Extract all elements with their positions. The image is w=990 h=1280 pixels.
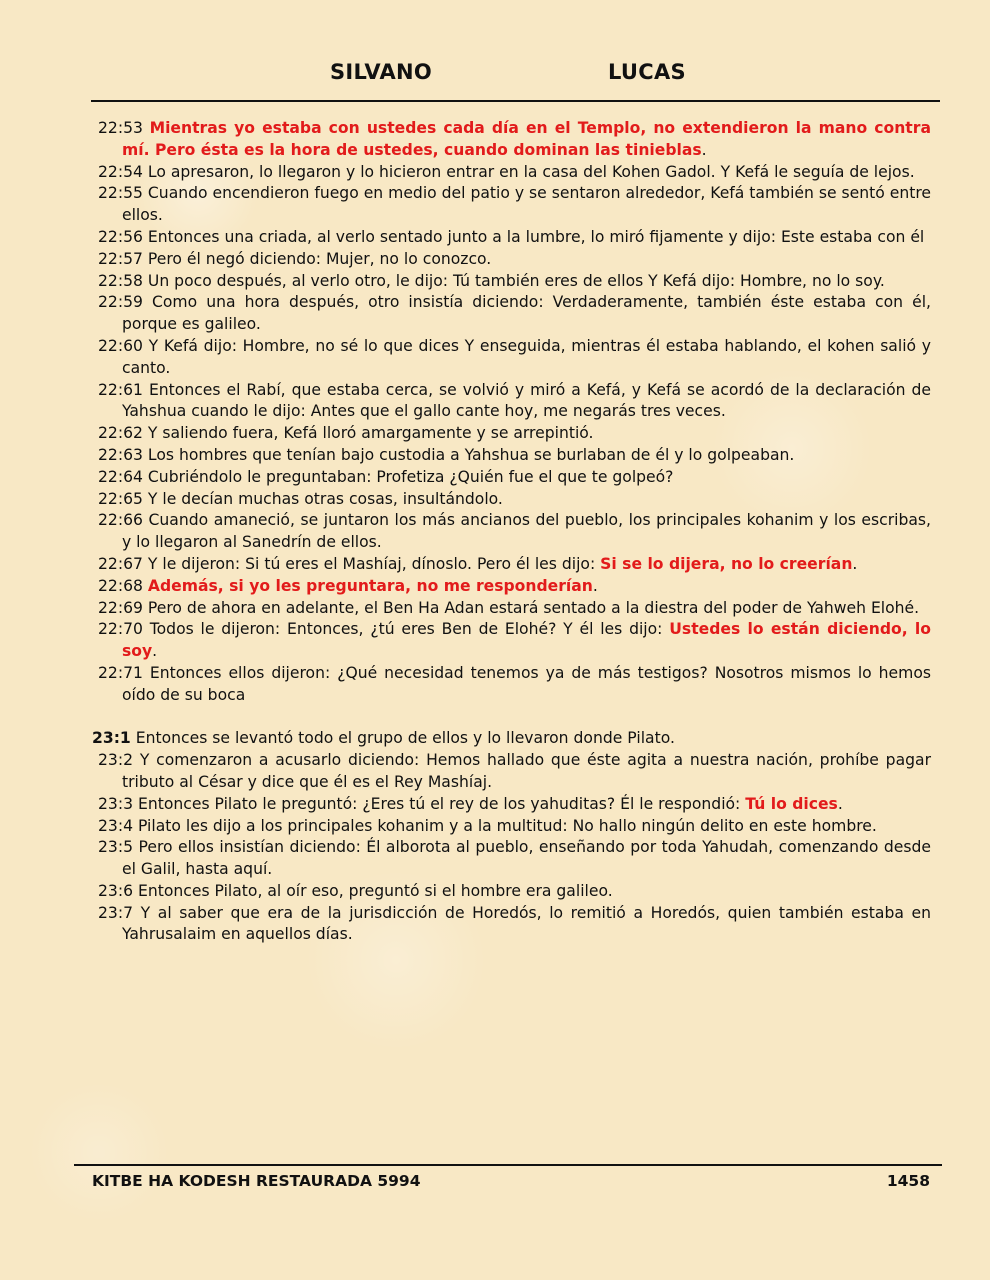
- verse-text: Entonces Pilato, al oír eso, preguntó si el hombre era galileo.: [138, 881, 613, 900]
- verse-ref: 22:54: [98, 162, 143, 181]
- verse-ref: 22:65: [98, 489, 143, 508]
- verse: [98, 467, 931, 489]
- verse: [98, 598, 931, 620]
- verse-text: Lo apresaron, lo llegaron y lo hicieron entrar en la casa del Kohen Gadol. Y Kefá le seguía de lejos.: [147, 162, 915, 181]
- verse-punctuation: .: [852, 554, 858, 573]
- header-author: SILVANO: [330, 60, 433, 84]
- verse-ref: 23:2: [98, 751, 134, 770]
- verse: [98, 249, 931, 271]
- verse: [98, 489, 931, 511]
- verse: [98, 510, 931, 554]
- chapter-gap: [98, 707, 931, 729]
- verse: [98, 380, 931, 424]
- verse: [98, 576, 931, 598]
- verse-ref: 22:57: [98, 249, 143, 268]
- verse-list-chapter-23: [98, 750, 931, 946]
- verse-text: Entonces una criada, al verlo sentado junto a la lumbre, lo miró fijamente y dijo: Este estaba con él: [147, 227, 925, 246]
- verse: [98, 445, 931, 467]
- verse-text: Como una hora después, otro insistía diciendo: Verdaderamente, también éste estaba con él, porque es galileo.: [122, 293, 931, 334]
- verse-text: Entonces ellos dijeron: ¿Qué necesidad tenemos ya de más testigos? Nosotros mismos lo hemos oído de su boca: [122, 663, 931, 704]
- verse-list-chapter-22: [98, 118, 931, 707]
- verse-red-text: Tú lo dices: [745, 794, 838, 813]
- verse: [98, 554, 931, 576]
- verse: [98, 881, 931, 903]
- verse-text: Entonces Pilato le preguntó: ¿Eres tú el rey de los yahuditas? Él le respondió:: [138, 794, 746, 813]
- verse-ref: 23:3: [98, 794, 134, 813]
- verse-text: Cubriéndolo le preguntaban: Profetiza ¿Quién fue el que te golpeó?: [147, 467, 674, 486]
- verse-ref: 22:61: [98, 380, 143, 399]
- verse-23-1: [92, 728, 931, 750]
- verse-ref: 22:60: [98, 336, 143, 355]
- footer-rule: [74, 1164, 942, 1166]
- verse-red-text: Si se lo dijera, no lo creerían: [600, 554, 853, 573]
- verse-ref: 22:63: [98, 445, 143, 464]
- verse-ref: 23:7: [98, 903, 134, 922]
- verse-ref: 22:58: [98, 271, 143, 290]
- page-header: [0, 58, 990, 92]
- verse: [98, 903, 931, 947]
- verse-text: Todos le dijeron: Entonces, ¿tú eres Ben de Elohé? Y él les dijo:: [149, 620, 670, 639]
- verse-text: Y le decían muchas otras cosas, insultándolo.: [147, 489, 503, 508]
- verse-text: Pero de ahora en adelante, el Ben Ha Adan estará sentado a la diestra del poder de Yahweh Elohé.: [147, 598, 920, 617]
- verse: [98, 227, 931, 249]
- verse-text: Pilato les dijo a los principales kohanim y a la multitud: No hallo ningún delito en este hombre.: [138, 816, 877, 835]
- verse: [98, 750, 931, 794]
- verse-red-text: Además, si yo les preguntara, no me responderían: [147, 576, 593, 595]
- verse-text: Los hombres que tenían bajo custodia a Yahshua se burlaban de él y lo golpeaban.: [147, 445, 795, 464]
- footer-title: KITBE HA KODESH RESTAURADA 5994: [92, 1172, 421, 1190]
- verse: [98, 292, 931, 336]
- verse-ref: 22:71: [98, 663, 143, 682]
- verse-punctuation: .: [837, 794, 843, 813]
- verse-text: Y al saber que era de la jurisdicción de Horedós, lo remitió a Horedós, quien también estaba en Yahrusalaim en aquellos días.: [122, 903, 931, 944]
- verse-text: Y saliendo fuera, Kefá lloró amargamente y se arrepintió.: [147, 424, 594, 443]
- verse-text: Y comenzaron a acusarlo diciendo: Hemos hallado que éste agita a nuestra nación, prohíbe pagar tributo al César y dice que él es el Rey Mashíaj.: [122, 751, 931, 791]
- verse-ref: 22:66: [98, 511, 143, 530]
- verse-ref: 22:62: [98, 424, 143, 443]
- verse-ref: 22:70: [98, 620, 143, 639]
- verse-text: Entonces el Rabí, que estaba cerca, se volvió y miró a Kefá, y Kefá se acordó de la declaración de Yahshua cuando le dijo: Antes que el gallo cante hoy, me negarás tres veces.: [122, 380, 931, 421]
- verse-ref: 23:5: [98, 838, 134, 857]
- verse: [98, 336, 931, 380]
- verse-ref: 22:59: [98, 293, 143, 312]
- verse-ref: 23:6: [98, 881, 134, 900]
- header-rule: [91, 100, 940, 102]
- verse: [98, 183, 931, 227]
- verse-punctuation: .: [701, 140, 707, 159]
- chapter-number: 23:1: [92, 729, 131, 748]
- header-book: LUCAS: [608, 60, 686, 84]
- verse-ref: 22:69: [98, 598, 143, 617]
- verse-ref: 22:56: [98, 227, 143, 246]
- verse-text: Y le dijeron: Si tú eres el Mashíaj, dínoslo. Pero él les dijo:: [147, 554, 601, 573]
- verse-ref: 22:67: [98, 554, 143, 573]
- verse-ref: 22:68: [98, 576, 143, 595]
- verse-text: Entonces se levantó todo el grupo de ellos y lo llevaron donde Pilato.: [135, 729, 675, 748]
- verse: [98, 162, 931, 184]
- verse-punctuation: .: [592, 576, 598, 595]
- verse: [98, 271, 931, 293]
- verse: [98, 619, 931, 663]
- verse-text: Y Kefá dijo: Hombre, no sé lo que dices Y enseguida, mientras él estaba hablando, el kohen salió y canto.: [122, 336, 931, 377]
- verse-ref: 22:64: [98, 467, 143, 486]
- verse-text: Pero él negó diciendo: Mujer, no lo conozco.: [147, 249, 492, 268]
- verse: [98, 118, 931, 162]
- verse: [98, 423, 931, 445]
- verse-punctuation: .: [152, 642, 158, 661]
- verse-text: Un poco después, al verlo otro, le dijo: Tú también eres de ellos Y Kefá dijo: Hombre, no lo soy.: [147, 271, 885, 290]
- verse-red-text: Mientras yo estaba con ustedes cada día en el Templo, no extendieron la mano contra mí. Pero ésta es la hora de ustedes, cuando dominan las tinieblas: [122, 119, 931, 159]
- page-number: 1458: [886, 1172, 930, 1190]
- verse-ref: 22:55: [98, 184, 143, 203]
- verse-text: Cuando encendieron fuego en medio del patio y se sentaron alrededor, Kefá también se sentó entre ellos.: [122, 184, 931, 225]
- verse-ref: 23:4: [98, 816, 134, 835]
- verse: [98, 663, 931, 707]
- verse: [98, 816, 931, 838]
- verse-red-text: Ustedes lo están diciendo, lo soy: [122, 620, 931, 661]
- verse-text: Cuando amaneció, se juntaron los más ancianos del pueblo, los principales kohanim y los escribas, y lo llegaron al Sanedrín de ellos.: [122, 511, 931, 552]
- verse: [98, 794, 931, 816]
- verse-text: Pero ellos insistían diciendo: Él alborota al pueblo, enseñando por toda Yahudah, comenzando desde el Galil, hasta aquí.: [122, 838, 932, 879]
- verse: [98, 837, 931, 881]
- scripture-text: [92, 118, 932, 946]
- verse-ref: 22:53: [98, 119, 143, 137]
